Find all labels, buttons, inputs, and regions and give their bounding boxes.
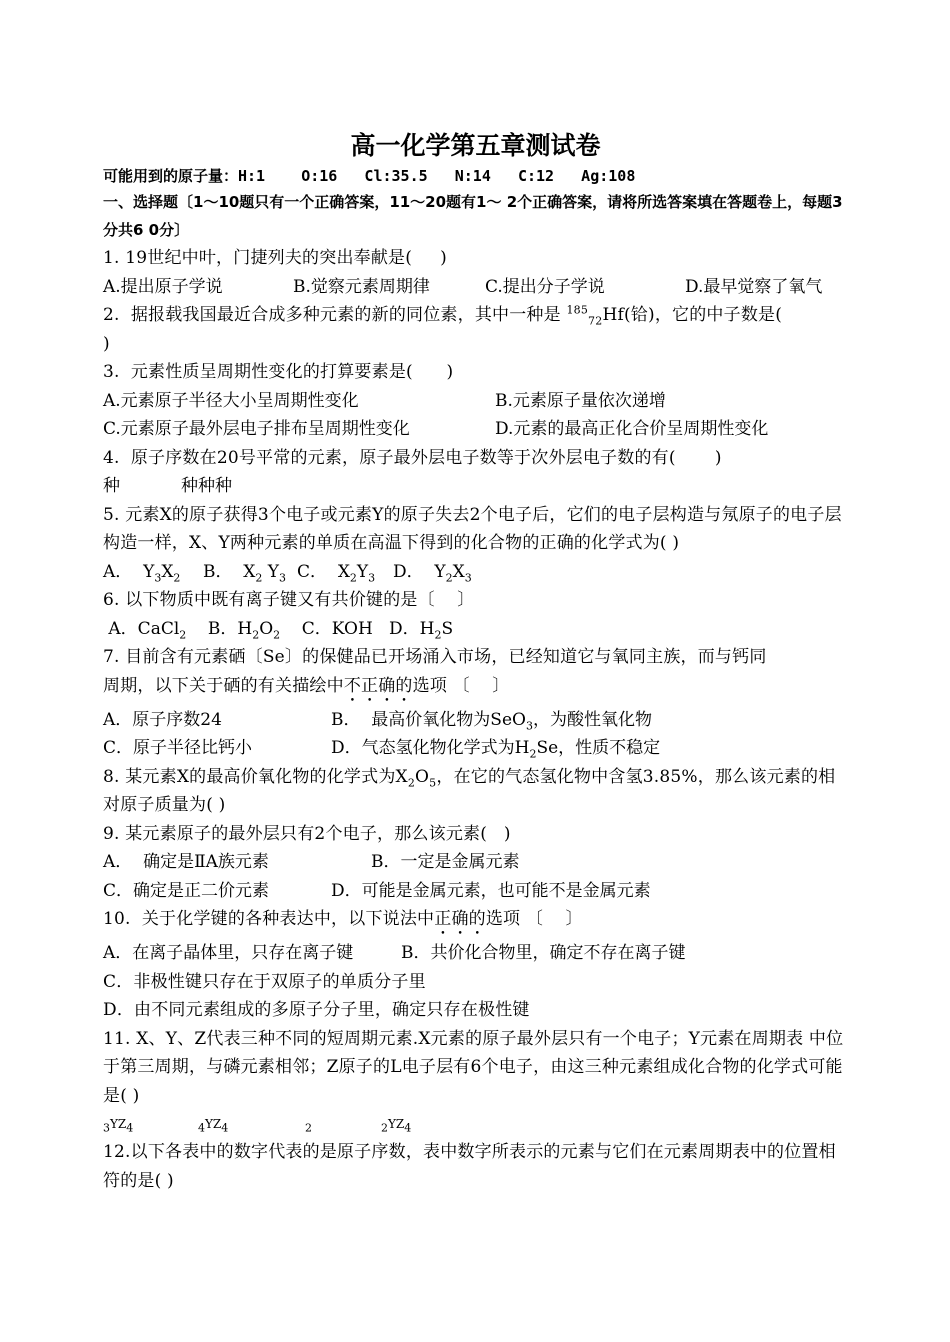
emphasis-text: 正确的 — [434, 909, 486, 929]
option-d: D． $Y_2X_3$ — [393, 561, 472, 584]
question-9-options-ab — [103, 848, 848, 877]
option-d: D.最早觉察了氧气 — [685, 276, 823, 297]
question-12: 12.以下各表中的数字代表的是原子序数，表中数字所表示的元素与它们在元素周期表中的位置相符的是( ) — [103, 1142, 836, 1191]
question-7-options-cd — [103, 734, 848, 763]
option-c: 2 — [305, 1121, 312, 1135]
question-10: 10. 关于化学键的各种表达中，以下说法中正确的选项 〔 〕 — [103, 909, 583, 929]
question-9-options-cd — [103, 877, 848, 906]
question-3: 3. 元素性质呈周期性变化的打算要素是( ) — [103, 362, 454, 382]
question-2 — [103, 301, 848, 330]
question-10-options-ab — [103, 939, 848, 968]
option-b: B．$H_2O_2$ — [186, 618, 281, 641]
option-b: B． $X_2$ $Y_3$ — [203, 561, 287, 584]
question-2-continued: ) — [103, 333, 110, 354]
question-11-options — [103, 1110, 848, 1138]
option-d: D．气态氢化物化学式为$H_2Se$，性质不稳定 — [331, 738, 661, 761]
option-1: 种 — [103, 476, 120, 496]
question-1-options — [103, 273, 848, 302]
emphasis-text: 不正确的 — [343, 675, 413, 696]
question-7-continued: 周期，以下关于硒的有关描绘中不正确的选项 〔 〕 — [103, 675, 510, 696]
option-b: B． 最高价氧化物为SeO$_3$，为酸性氧化物 — [331, 709, 652, 732]
question-9: 9. 某元素原子的最外层只有2个电子，那么该元素( ) — [103, 823, 511, 844]
option-d: D.元素的最高正化合价呈周期性变化 — [495, 419, 769, 439]
option-a: A．在离子晶体里，只存在离子键 — [103, 943, 354, 963]
option-d: $_2YZ_4$ — [381, 1117, 412, 1135]
option-c: C． $X_2Y_3$ — [297, 561, 376, 584]
option-b: B.元素原子量依次递增 — [495, 390, 666, 411]
option-a: A．原子序数24 — [103, 709, 222, 730]
question-4: 4. 原子序数在20号平常的元素，原子最外层电子数等于次外层电子数的有( ) — [103, 447, 722, 468]
option-c: C．确定是正二价元素 — [103, 880, 270, 901]
option-a: A． $Y_3X_2$ — [103, 561, 181, 584]
option-d: D．可能是金属元素，也可能不是金属元素 — [331, 880, 651, 901]
question-3-options-ab — [103, 387, 848, 416]
option-a: A.提出原子学说 — [103, 276, 223, 297]
option-c: C.元素原子最外层电子排布呈周期性变化 — [103, 419, 410, 439]
option-a: A.元素原子半径大小呈周期性变化 — [103, 390, 359, 411]
option-b: B.觉察元素周期律 — [293, 276, 430, 297]
question-2-text: 2. 据报载我国最近合成多种元素的新的同位素，其中一种是 — [103, 305, 567, 325]
option-a: A．CaCl$_2$ — [103, 618, 187, 641]
question-6-options — [103, 615, 848, 644]
option-d: D．由不同元素组成的多原子分子里，确定只存在极性键 — [103, 1000, 530, 1020]
question-7-options-ab — [103, 706, 848, 735]
question-6: 6. 以下物质中既有离子键又有共价键的是〔 〕 — [103, 590, 475, 610]
question-8: 8. 某元素X的最高价氧化物的化学式为$X_2O_5$，在它的气态氢化物中含氢3.85%，那么该元素的相对原子质量为( ) — [103, 766, 836, 815]
page-title: 高一化学第五章测试卷 — [350, 131, 601, 160]
option-c: C.提出分子学说 — [485, 276, 605, 297]
question-7: 7. 目前含有元素硒〔Se〕的保健品已开场涌入市场，已经知道它与氧同主族，而与钙同 — [103, 647, 767, 667]
section-heading: 一、选择题〔1～10题只有一个正确答案，11～20题有1～ 2个正确答案，请将所选答案填在答题卷上，每题3分共6 0分〕 — [103, 193, 843, 239]
question-3-options-cd — [103, 415, 848, 444]
option-b: B．共价化合物里，确定不存在离子键 — [401, 943, 686, 963]
question-2-text-end: Hf(铪)，它的中子数是( — [602, 305, 783, 325]
atomic-number: 72 — [588, 314, 603, 328]
option-b: B．一定是金属元素 — [371, 852, 520, 872]
option-2: 种种种 — [181, 476, 232, 496]
option-d: D．$H_2S$ — [372, 618, 454, 641]
option-b: $_4YZ_4$ — [198, 1117, 229, 1135]
question-11: 11. X、Y、Z代表三种不同的短周期元素.X元素的原子最外层只有一个电子；Y元素在周期表 中位于第三周期，与磷元素相邻；Z原子的L电子层有6个电子，由这三种元素组成化合物的化学式可能是( ) — [103, 1028, 844, 1106]
question-5-options — [103, 558, 848, 587]
atomic-masses-note: 可能用到的原子量：H:1 O:16 Cl:35.5 N:14 C:12 Ag:108 — [103, 167, 636, 185]
question-1: 1. 19世纪中叶，门捷列夫的突出奉献是( ) — [103, 248, 447, 268]
option-c: C．非极性键只存在于双原子的单质分子里 — [103, 971, 426, 992]
mass-number: 185 — [566, 303, 589, 317]
question-5: 5. 元素X的原子获得3个电子或元素Y的原子失去2个电子后，它们的电子层构造与氖原子的电子层构造一样，X、Y两种元素的单质在高温下得到的化合物的正确的化学式为( ) — [103, 504, 842, 553]
question-4-options — [103, 472, 848, 501]
option-a: $_3YZ_4$ — [103, 1117, 134, 1135]
exam-page — [103, 128, 848, 1195]
option-c: C．原子半径比钙小 — [103, 738, 253, 758]
option-a: A． 确定是ⅡA族元素 — [103, 852, 269, 872]
option-c: C．KOH — [280, 618, 373, 639]
